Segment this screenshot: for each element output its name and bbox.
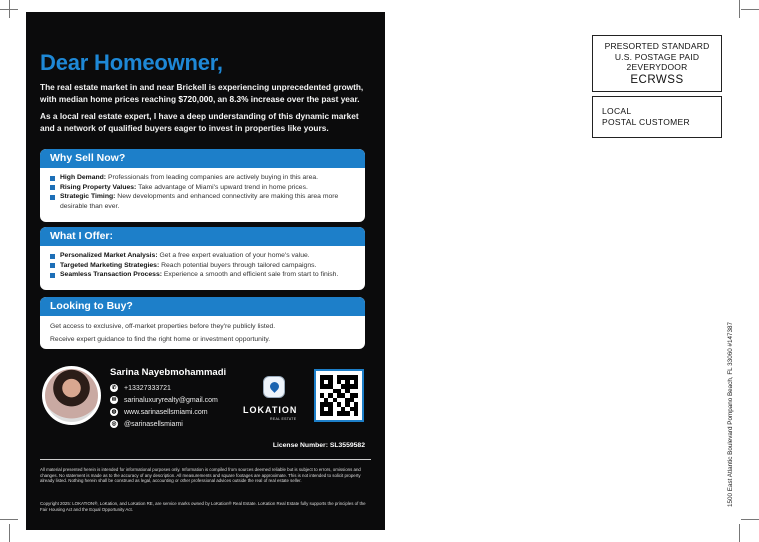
brand-name: LOKATION [243,405,298,415]
lokation-logo-icon [263,376,285,398]
email-icon: ✉ [111,397,117,403]
list-item: Strategic Timing: New developments and enhanced connectivity are making this area more desirable than ever. [50,192,357,211]
phone-icon: ✆ [111,385,117,391]
expertise-paragraph: As a local real estate expert, I have a deep understanding of this dynamic market and a network of qualified buyers eager to invest in properties like yours. [40,111,359,133]
crop-mark [741,519,759,520]
list-item: High Demand: Professionals from leading companies are actively buying in this area. [50,173,357,183]
looking-to-buy-box [40,297,365,349]
list-item: Personalized Market Analysis: Get a free expert evaluation of your home's value. [50,251,357,261]
crop-mark [0,519,18,520]
agent-avatar [42,366,101,425]
ecrwss-code: ECRWSS [630,73,684,86]
agent-name: Sarina Nayebmohammadi [110,367,227,378]
license-number: License Number: SL3559582 [272,442,365,449]
list-item: Targeted Marketing Strategies: Reach potential buyers through tailored campaigns. [50,261,357,271]
crop-mark [739,0,740,18]
crop-mark [739,524,740,542]
buy-line: Get access to exclusive, off-market properties before they're publicly listed. [50,323,276,330]
instagram-icon: ◎ [111,421,117,427]
divider [40,459,371,460]
why-sell-box [40,149,365,222]
globe-icon: ◍ [111,409,117,415]
list-item: Rising Property Values: Take advantage of Miami's upward trend in home prices. [50,183,357,193]
crop-mark [9,524,10,542]
agent-website[interactable]: ◍ www.sarinasellsmiami.com [111,408,208,416]
crop-mark [741,9,759,10]
agent-email[interactable]: ✉ sarinaluxuryrealty@gmail.com [111,396,218,404]
copyright: Copyright 2025: LOKATION®, LoKation, and LoKation RE, are service marks owned by LoKation® Real Estate. LoKation Real Estate fully supports the principles of the Fair Housing Act and the Equal Opportunity Act. [40,501,366,512]
list-item: Seamless Transaction Process: Experience a smooth and efficient sale from start to finish. [50,270,357,280]
recipient-box: LOCAL POSTAL CUSTOMER [592,96,722,138]
qr-code-pattern [320,375,358,416]
return-address: 1500 East Atlantic Boulevard Pompano Beach, FL 33060 #147387 [727,322,734,507]
agent-social[interactable]: ◎ @sarinasellsmiami [111,420,183,428]
crop-mark [0,9,18,10]
intro-paragraph: The real estate market in and near Brickell is experiencing unprecedented growth, with median home prices reaching $720,000, an 8.3% increase over the past year. [40,82,364,104]
what-i-offer-title: What I Offer: [40,227,365,246]
disclaimer: All material presented herein is intended for informational purposes only. Information is compiled from sources deemed reliable but is subject to errors, omissions and changes. No statement is made as to the accuracy of any description. All measurements and square footages are approximate. This is not intended to solicit property already listed. Nothing herein shall be construed as legal, accounting or other professional advices outside the real of real estate seller. [40,467,361,484]
buy-line: Receive expert guidance to find the right home or investment opportunity. [50,335,271,343]
greeting-heading: Dear Homeowner, [40,50,223,75]
what-i-offer-box [40,227,365,290]
brand-subtitle: REAL ESTATE [270,417,297,421]
agent-phone[interactable]: ✆ +13327333721 [111,384,171,392]
price-increase: 8.3% increase [229,93,285,104]
why-sell-title: Why Sell Now? [40,149,365,168]
letter-panel [26,12,385,530]
postage-indicia: PRESORTED STANDARD U.S. POSTAGE PAID 2EVERYDOOR ECRWSS [592,35,722,92]
qr-code[interactable] [314,369,364,422]
looking-to-buy-title: Looking to Buy? [40,297,365,316]
median-price: $720,000 [178,93,213,104]
